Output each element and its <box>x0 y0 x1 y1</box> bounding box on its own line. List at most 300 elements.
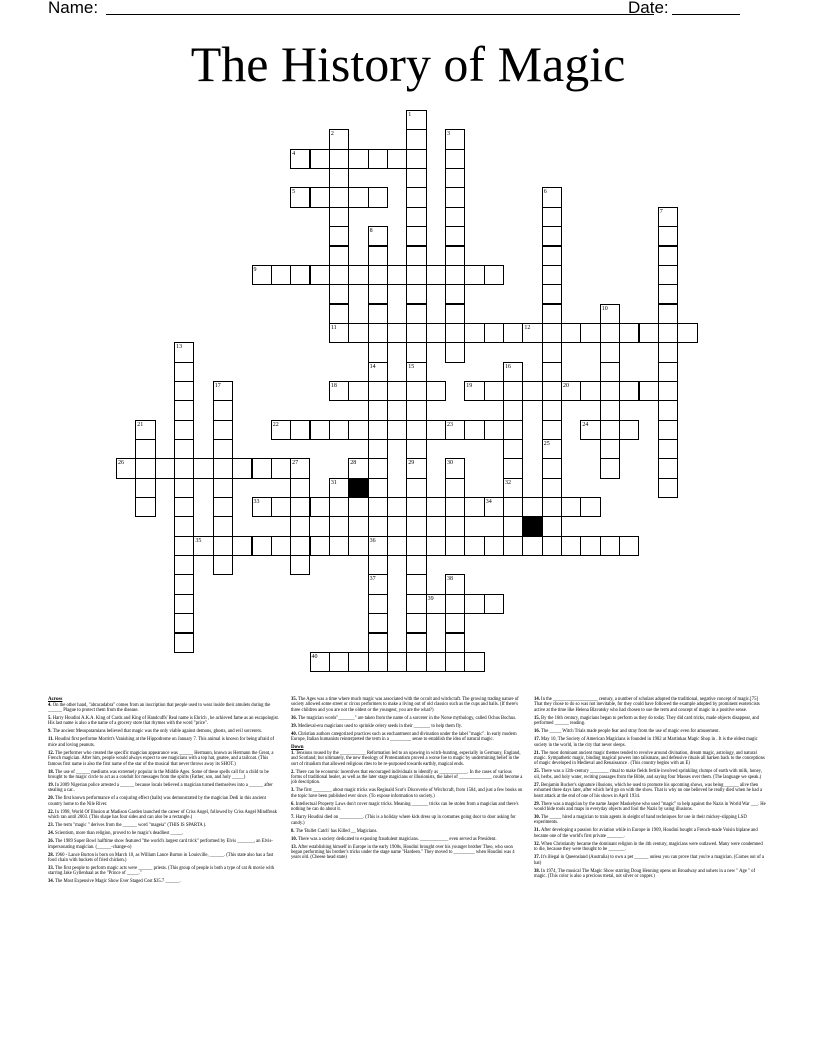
grid-cell[interactable] <box>290 265 310 285</box>
clue-item <box>48 729 280 734</box>
grid-cell[interactable] <box>445 207 465 227</box>
grid-cell[interactable] <box>580 497 600 517</box>
grid-cell[interactable] <box>368 478 388 498</box>
grid-cell[interactable] <box>619 420 639 440</box>
grid-cell[interactable] <box>174 574 194 594</box>
grid-cell[interactable] <box>406 304 426 324</box>
grid-cell[interactable] <box>329 246 349 266</box>
grid-cell[interactable] <box>310 497 330 517</box>
grid-cell[interactable] <box>213 400 233 420</box>
clue-item-text: The performer who created the specific magician appearance was ______ Hermann, known as Hermann the Great, a French magician. After him, people would always expect to see magicians with a top hat, goatee, and a tailcoat. (This famous first name is also the first name of the star of the musical that never throws away its SHOT.) <box>48 750 274 767</box>
grid-cell[interactable] <box>252 458 272 478</box>
grid-cell[interactable] <box>658 439 678 459</box>
clue-number: 37 <box>369 576 376 583</box>
grid-cell[interactable] <box>445 497 465 517</box>
grid-cell[interactable] <box>368 265 388 285</box>
grid-cell[interactable] <box>174 497 194 517</box>
grid-cell[interactable] <box>464 420 484 440</box>
grid-cell[interactable] <box>406 342 426 362</box>
grid-cell[interactable] <box>406 497 426 517</box>
grid-cell[interactable] <box>271 497 291 517</box>
grid-cell[interactable] <box>658 420 678 440</box>
grid-cell[interactable] <box>387 323 407 343</box>
grid-cell[interactable] <box>368 439 388 459</box>
grid-cell[interactable] <box>464 497 484 517</box>
grid-cell[interactable] <box>464 323 484 343</box>
grid-cell[interactable] <box>213 516 233 536</box>
grid-cell[interactable] <box>619 323 639 343</box>
grid-cell[interactable] <box>348 187 368 207</box>
grid-cell[interactable] <box>368 497 388 517</box>
grid-cell[interactable] <box>406 652 426 672</box>
name-label: Name: <box>48 0 99 17</box>
grid-cell[interactable] <box>174 633 194 653</box>
grid-cell[interactable] <box>406 323 426 343</box>
grid-cell[interactable] <box>658 478 678 498</box>
clue-item-number: 10. <box>291 836 299 842</box>
grid-cell[interactable] <box>542 478 562 498</box>
grid-cell[interactable] <box>445 265 465 285</box>
grid-cell[interactable] <box>174 536 194 556</box>
grid-cell[interactable] <box>445 304 465 324</box>
grid-cell[interactable] <box>174 516 194 536</box>
clue-item-number: 4. <box>48 702 53 708</box>
grid-cell[interactable] <box>445 594 465 614</box>
grid-cell[interactable] <box>484 265 504 285</box>
clue-number: 3 <box>447 131 450 138</box>
clue-item-text: The term "magic " derives from the ______ word "mageia" (THIS IS SPARTA ). <box>55 823 207 829</box>
grid-cell[interactable] <box>658 226 678 246</box>
grid-cell[interactable] <box>387 420 407 440</box>
grid-cell[interactable] <box>426 536 446 556</box>
grid-cell[interactable] <box>484 323 504 343</box>
grid-cell[interactable] <box>445 168 465 188</box>
clue-number: 31 <box>330 479 337 486</box>
grid-cell[interactable] <box>484 536 504 556</box>
grid-cell[interactable] <box>348 323 368 343</box>
grid-cell[interactable] <box>368 555 388 575</box>
clue-list <box>48 697 768 1047</box>
grid-cell[interactable] <box>542 516 562 536</box>
grid-cell[interactable] <box>542 420 562 440</box>
grid-cell[interactable] <box>232 536 252 556</box>
grid-cell[interactable] <box>406 129 426 149</box>
grid-cell[interactable] <box>174 458 194 478</box>
grid-cell[interactable] <box>387 652 407 672</box>
grid-cell[interactable] <box>174 381 194 401</box>
grid-cell[interactable] <box>445 342 465 362</box>
clue-item <box>291 829 523 834</box>
grid-cell[interactable] <box>387 381 407 401</box>
clue-item <box>534 855 766 866</box>
grid-cell[interactable] <box>271 265 291 285</box>
clue-item-number: 32. <box>534 841 542 847</box>
grid-cell[interactable] <box>658 400 678 420</box>
grid-cell[interactable] <box>639 381 659 401</box>
grid-cell[interactable] <box>406 381 426 401</box>
grid-cell[interactable] <box>213 420 233 440</box>
clue-item <box>291 697 523 713</box>
grid-cell[interactable] <box>406 207 426 227</box>
clue-number: 16 <box>505 363 511 370</box>
grid-cell[interactable] <box>174 555 194 575</box>
clue-item-text: May 10, The Society of American Magicians is founded in 1902 at Martinkas Magic Shop in . It is the oldest magic society in the world, in the city that never sleeps. <box>534 737 758 748</box>
grid-cell[interactable] <box>658 381 678 401</box>
grid-cell[interactable] <box>542 226 562 246</box>
grid-cell[interactable] <box>619 381 639 401</box>
grid-cell[interactable] <box>445 187 465 207</box>
clue-number: 14 <box>369 363 376 370</box>
grid-cell[interactable] <box>290 536 310 556</box>
grid-cell[interactable] <box>310 187 330 207</box>
grid-cell[interactable] <box>426 323 446 343</box>
grid-cell[interactable] <box>542 304 562 324</box>
grid-cell[interactable] <box>658 342 678 362</box>
clue-number: 20 <box>563 382 569 389</box>
grid-cell[interactable] <box>600 381 620 401</box>
grid-cell[interactable] <box>174 400 194 420</box>
grid-cell[interactable] <box>329 497 349 517</box>
grid-cell[interactable] <box>542 323 562 343</box>
grid-cell[interactable] <box>174 478 194 498</box>
clue-item <box>534 697 766 713</box>
grid-cell[interactable] <box>658 362 678 382</box>
grid-cell[interactable] <box>348 265 368 285</box>
grid-cell[interactable] <box>310 149 330 169</box>
grid-cell[interactable] <box>368 516 388 536</box>
clue-item-number: 15. <box>534 715 542 721</box>
grid-cell[interactable] <box>658 284 678 304</box>
grid-cell[interactable] <box>213 439 233 459</box>
grid-cell[interactable] <box>503 439 523 459</box>
clue-item-text: Christian authors categorized practices such as enchantment and divination under the label "magic". In early modern Europe, Italian humanists reinterpreted the term in a _________ sense to establish the idea of natural magic. <box>291 731 517 743</box>
grid-cell[interactable] <box>368 458 388 478</box>
grid-cell[interactable] <box>329 187 349 207</box>
grid-cell[interactable] <box>310 420 330 440</box>
grid-cell[interactable] <box>600 439 620 459</box>
grid-cell[interactable] <box>464 652 484 672</box>
grid-cell[interactable] <box>406 555 426 575</box>
grid-cell[interactable] <box>406 400 426 420</box>
clue-item-text: By the 16th century, magicians began to perform as they do today. They did card tricks, made objects disappear, and performed ______ reading. <box>534 715 759 727</box>
grid-cell[interactable] <box>329 265 349 285</box>
grid-cell[interactable] <box>600 536 620 556</box>
grid-cell[interactable] <box>174 439 194 459</box>
grid-cell[interactable] <box>368 323 388 343</box>
grid-cell[interactable] <box>542 400 562 420</box>
clue-item <box>48 823 280 828</box>
grid-cell[interactable] <box>406 420 426 440</box>
grid-cell[interactable] <box>600 420 620 440</box>
grid-cell[interactable] <box>503 420 523 440</box>
grid-cell[interactable] <box>174 613 194 633</box>
grid-cell[interactable] <box>290 555 310 575</box>
grid-cell[interactable] <box>213 458 233 478</box>
grid-cell[interactable] <box>406 574 426 594</box>
clue-number: 18 <box>330 382 337 389</box>
grid-cell[interactable] <box>445 516 465 536</box>
grid-cell[interactable] <box>368 400 388 420</box>
clue-item-number: 9. <box>48 729 53 735</box>
grid-cell[interactable] <box>406 246 426 266</box>
grid-cell[interactable] <box>348 381 368 401</box>
grid-cell[interactable] <box>677 323 697 343</box>
clue-item-text: 1960 - Lance Burton is born on March 10, as William Lance Burton in Louisville, ______. (This state also has a fast food chain with buckets of fried chicken.) <box>48 852 274 864</box>
clue-number: 15 <box>408 363 415 370</box>
clue-item-text: It's illegal in Queensland (Australia) to own a pet ______ unless you can prove that you're a magician. (Comes out of a hat) <box>534 855 765 866</box>
grid-cell[interactable] <box>639 323 659 343</box>
clue-item-text: There was a magician by the name Jasper Maskelyne who used "magic" to help against the Nazis in World War ___. He would hide tools and maps in everyday objects and fool the Nazis by using illusions. <box>534 801 766 813</box>
grid-cell[interactable] <box>135 478 155 498</box>
grid-cell[interactable] <box>348 149 368 169</box>
grid-cell[interactable] <box>580 323 600 343</box>
grid-cell[interactable] <box>406 149 426 169</box>
grid-cell[interactable] <box>290 478 310 498</box>
grid-cell[interactable] <box>464 536 484 556</box>
grid-cell[interactable] <box>232 458 252 478</box>
grid-cell[interactable] <box>329 207 349 227</box>
grid-cell[interactable] <box>174 594 194 614</box>
grid-cell[interactable] <box>329 149 349 169</box>
grid-cell[interactable] <box>406 613 426 633</box>
grid-cell[interactable] <box>368 284 388 304</box>
grid-cell[interactable] <box>329 284 349 304</box>
grid-cell[interactable] <box>271 536 291 556</box>
grid-cell[interactable] <box>329 168 349 188</box>
grid-cell[interactable] <box>542 497 562 517</box>
clue-item <box>534 769 766 780</box>
grid-cell[interactable] <box>271 458 291 478</box>
grid-cell[interactable] <box>542 265 562 285</box>
grid-cell[interactable] <box>406 439 426 459</box>
grid-cell[interactable] <box>580 381 600 401</box>
grid-cell[interactable] <box>213 536 233 556</box>
grid-cell[interactable] <box>658 458 678 478</box>
grid-cell[interactable] <box>406 594 426 614</box>
grid-cell[interactable] <box>290 497 310 517</box>
grid-cell[interactable] <box>445 652 465 672</box>
clue-number: 28 <box>350 460 357 467</box>
grid-cell[interactable] <box>580 536 600 556</box>
grid-cell[interactable] <box>406 284 426 304</box>
grid-cell[interactable] <box>348 420 368 440</box>
clue-number: 35 <box>195 537 202 544</box>
clue-item-text: Tensions roused by the ___________ Reformation led to an upswing in witch-hunting, especially in Germany, England, and Scotland; but ultimately, the new theology of Protestantism proved a worse foe to magic by undermining belief in the sort of ritualism that allowed religious rites to be re-purposed towards earthly, magical ends. <box>291 750 521 767</box>
grid-cell[interactable] <box>503 323 523 343</box>
grid-cell[interactable] <box>522 536 542 556</box>
grid-cell[interactable] <box>368 652 388 672</box>
grid-cell[interactable] <box>329 516 349 536</box>
grid-cell[interactable] <box>290 420 310 440</box>
clue-item-text: When Christianity became the dominant religion in the 4th century, magicians were outlawed. Many were condemned to die, because they were thought to be _______. <box>534 841 763 853</box>
grid-cell[interactable] <box>348 516 368 536</box>
grid-cell[interactable] <box>542 246 562 266</box>
grid-cell[interactable] <box>368 187 388 207</box>
grid-cell[interactable] <box>348 652 368 672</box>
clue-item-text: The _____ hired a magician to train agents in sleight of hand techniques for use in their mickey-slipping LSD experiments. <box>534 815 747 826</box>
grid-cell[interactable] <box>426 381 446 401</box>
clue-item-text: Harry Houdini A.K.A. King of Cards and King of Handcuffs' Real name is Ehrich , he achieved fame as an escapologist. His last name is also a the name of a grocery store that rhymes with the word "price". <box>48 716 280 727</box>
grid-cell[interactable] <box>155 458 175 478</box>
clue-item <box>291 845 523 861</box>
clue-item-number: 31. <box>534 828 542 834</box>
grid-cell[interactable] <box>329 652 349 672</box>
grid-cell[interactable] <box>426 265 446 285</box>
grid-cell[interactable] <box>368 342 388 362</box>
grid-cell[interactable] <box>561 323 581 343</box>
clue-item <box>291 837 523 842</box>
grid-cell[interactable] <box>600 400 620 420</box>
clue-item-number: 26. <box>48 839 56 845</box>
clue-item-text: The Ages was a time where much magic was associated with the occult and witchcraft. The growing trading nature of society allowed some street or circus performers to make a living out of old classics such as the cups and balls. (If there's three children and you are not the oldest or the youngest, you are the what?) <box>291 697 519 713</box>
grid-cell[interactable] <box>387 536 407 556</box>
clue-item-number: 7. <box>291 815 296 821</box>
clue-number: 32 <box>505 479 511 486</box>
grid-cell[interactable] <box>329 304 349 324</box>
grid-cell[interactable] <box>600 458 620 478</box>
grid-cell[interactable] <box>310 265 330 285</box>
grid-cell[interactable] <box>406 536 426 556</box>
grid-cell[interactable] <box>368 594 388 614</box>
clue-item-number: 12. <box>48 750 56 756</box>
grid-cell[interactable] <box>658 323 678 343</box>
grid-cell[interactable] <box>348 497 368 517</box>
grid-cell[interactable] <box>387 497 407 517</box>
grid-cell[interactable] <box>522 381 542 401</box>
grid-cell[interactable] <box>368 633 388 653</box>
clue-item-number: 13. <box>291 844 299 850</box>
grid-cell[interactable] <box>135 497 155 517</box>
clue-item-text: In 1998, World Of Illusion at Madison Garden launched the career of Criss Angel, followed by Criss Angel Mindfreak which ran until 2003. (This shape has four sides and can also be a rectangle.) <box>48 809 277 821</box>
grid-cell[interactable] <box>174 420 194 440</box>
grid-cell[interactable] <box>484 420 504 440</box>
grid-cell[interactable] <box>658 246 678 266</box>
grid-cell[interactable] <box>445 149 465 169</box>
grid-cell[interactable] <box>484 381 504 401</box>
clue-item-text: The 'Bullet Catch' has Killed __ Magicians. <box>295 828 378 834</box>
grid-cell[interactable] <box>445 226 465 246</box>
grid-cell[interactable] <box>329 420 349 440</box>
grid-cell[interactable] <box>484 594 504 614</box>
grid-cell[interactable] <box>213 555 233 575</box>
grid-cell[interactable] <box>406 516 426 536</box>
grid-cell[interactable] <box>658 265 678 285</box>
grid-cell[interactable] <box>445 633 465 653</box>
grid-cell[interactable] <box>561 536 581 556</box>
grid-cell[interactable] <box>445 323 465 343</box>
grid-cell[interactable] <box>368 381 388 401</box>
grid-cell[interactable] <box>406 633 426 653</box>
clue-item <box>48 853 280 864</box>
grid-cell[interactable] <box>426 652 446 672</box>
grid-cell[interactable] <box>503 381 523 401</box>
grid-cell[interactable] <box>368 304 388 324</box>
grid-cell[interactable] <box>464 265 484 285</box>
clue-item <box>291 732 523 743</box>
grid-cell[interactable] <box>445 613 465 633</box>
grid-cell[interactable] <box>348 536 368 556</box>
grid-cell[interactable] <box>542 207 562 227</box>
grid-cell[interactable] <box>252 536 272 556</box>
grid-cell[interactable] <box>290 516 310 536</box>
clue-item-number: 23. <box>48 823 56 829</box>
grid-cell[interactable] <box>542 284 562 304</box>
grid-cell[interactable] <box>406 168 426 188</box>
grid-cell[interactable] <box>619 536 639 556</box>
grid-cell[interactable] <box>387 149 407 169</box>
grid-cell[interactable] <box>174 362 194 382</box>
grid-cell[interactable] <box>406 226 426 246</box>
grid-cell[interactable] <box>193 458 213 478</box>
clue-item-number: 28. <box>48 852 56 858</box>
grid-cell[interactable] <box>522 497 542 517</box>
grid-cell[interactable] <box>658 304 678 324</box>
grid-cell[interactable] <box>329 536 349 556</box>
grid-cell[interactable] <box>503 516 523 536</box>
clue-number: 23 <box>447 421 453 428</box>
grid-cell[interactable] <box>600 362 620 382</box>
grid-cell[interactable] <box>135 439 155 459</box>
grid-cell[interactable] <box>542 458 562 478</box>
grid-cell[interactable] <box>503 536 523 556</box>
grid-cell[interactable] <box>368 613 388 633</box>
clue-item-number: 39. <box>291 723 299 729</box>
grid-cell[interactable] <box>426 497 446 517</box>
clue-item-text: The most dominant ancient magic themes tended to revolve around divination, dream magic, astrology, and natural magic. Sympathetic magic, binding magical powers into talismans, and defensive rituals all harken back to the conceptions of magic developed in Medieval and Renaissance . (This country begins with an E) <box>534 750 765 767</box>
grid-cell[interactable] <box>542 381 562 401</box>
grid-cell[interactable] <box>368 420 388 440</box>
clue-item-text: On the other hand, "abracadabra" comes from an inscription that people used to wear inside their amulets during the ______ Plague to protect them from the disease. <box>48 702 271 713</box>
clue-number: 4 <box>292 150 296 157</box>
grid-cell[interactable] <box>368 246 388 266</box>
clue-number: 38 <box>447 576 453 583</box>
grid-cell[interactable] <box>310 536 330 556</box>
grid-cell[interactable] <box>503 497 523 517</box>
grid-cell[interactable] <box>406 187 426 207</box>
clue-item <box>48 796 280 807</box>
grid-cell[interactable] <box>387 265 407 285</box>
grid-cell[interactable] <box>445 246 465 266</box>
grid-cell[interactable] <box>445 284 465 304</box>
grid-cell[interactable] <box>542 536 562 556</box>
clue-item <box>48 737 280 748</box>
grid-cell[interactable] <box>464 594 484 614</box>
grid-cell[interactable] <box>406 478 426 498</box>
clue-item-text: The 1989 Super Bowl halftime show featured "the world's largest card trick" performed by Elvis _______, an Elvis-impersonating magician. (______-change-o) <box>48 839 273 850</box>
grid-cell[interactable] <box>368 149 388 169</box>
grid-cell[interactable] <box>445 478 465 498</box>
clue-item <box>48 770 280 781</box>
grid-cell[interactable] <box>561 497 581 517</box>
clue-item <box>48 703 280 714</box>
grid-cell[interactable] <box>503 458 523 478</box>
grid-cell[interactable] <box>406 265 426 285</box>
grid-cell[interactable] <box>329 226 349 246</box>
grid-cell[interactable] <box>426 420 446 440</box>
clue-item-text: The Most Expensive Magic Show Ever Staged Cost $35.7 ______. <box>55 879 181 885</box>
clue-item-text: The _____ Witch Trials made people fear and stray from the use of magic even for amusement. <box>541 729 720 735</box>
grid-cell[interactable] <box>542 362 562 382</box>
grid-cell[interactable] <box>213 478 233 498</box>
grid-cell[interactable] <box>213 497 233 517</box>
grid-cell[interactable] <box>600 342 620 362</box>
grid-cell[interactable] <box>503 400 523 420</box>
grid-cell[interactable] <box>135 458 155 478</box>
grid-cell[interactable] <box>445 536 465 556</box>
grid-cell[interactable] <box>542 342 562 362</box>
clue-item-text: In 1974, The musical The Magic Show starring Doug Henning opens on Broadway and ushers in a new " Age " of magic. (This color is also a precious metal, not silver or copper.) <box>534 868 756 880</box>
grid-cell[interactable] <box>600 323 620 343</box>
